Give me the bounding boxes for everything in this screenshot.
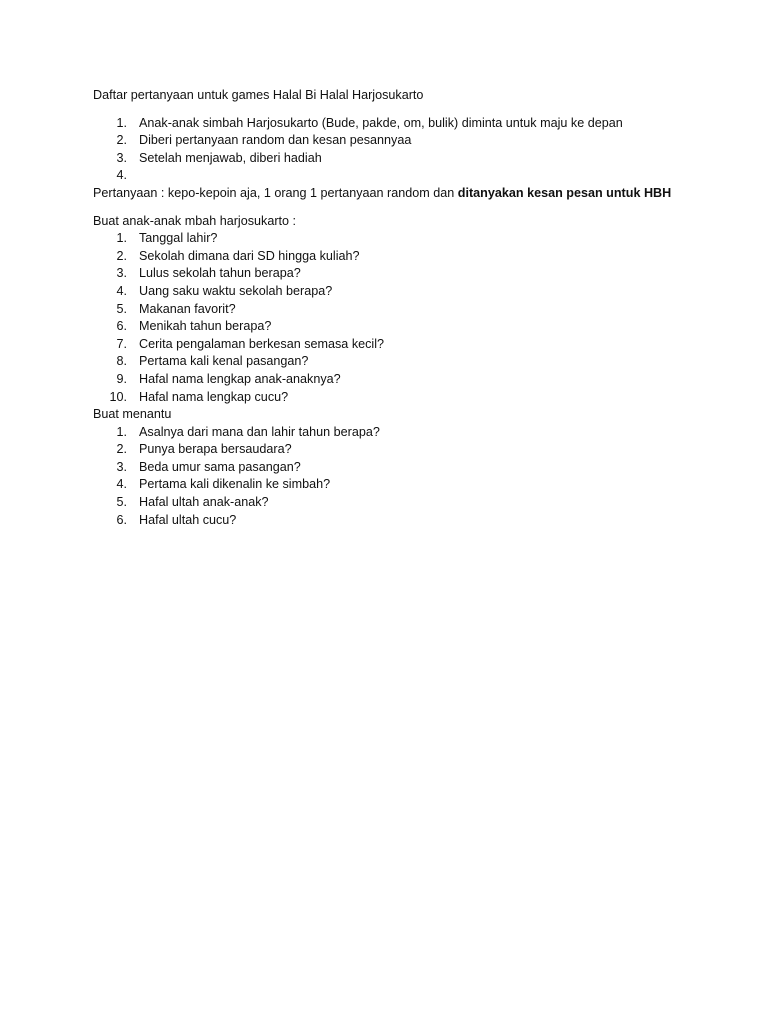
- list-item: [93, 459, 673, 477]
- list-item: [93, 494, 673, 512]
- list-number: 4.: [116, 168, 127, 183]
- list-text: Hafal nama lengkap cucu?: [139, 389, 289, 404]
- anak-heading: Buat anak-anak mbah harjosukarto :: [93, 213, 297, 228]
- pertanyaan-paragraph: [93, 185, 673, 203]
- list-number: 8.: [116, 354, 127, 369]
- list-text: Diberi pertanyaan random dan kesan pesannyaa: [139, 133, 412, 148]
- list-item: [93, 389, 673, 407]
- document-body: [93, 87, 673, 529]
- list-number: 3.: [116, 266, 127, 281]
- list-text: Hafal nama lengkap anak-anaknya?: [139, 371, 341, 386]
- list-item: [93, 248, 673, 266]
- list-number: 1.: [116, 115, 127, 130]
- list-item: [93, 230, 673, 248]
- list-text: Setelah menjawab, diberi hadiah: [139, 150, 322, 165]
- list-text: Uang saku waktu sekolah berapa?: [139, 283, 333, 298]
- list-number: 1.: [116, 424, 127, 439]
- list-number: 3.: [116, 150, 127, 165]
- list-text: Sekolah dimana dari SD hingga kuliah?: [139, 248, 360, 263]
- list-text: Hafal ultah cucu?: [139, 512, 237, 527]
- list-item: [93, 115, 673, 133]
- list-number: 1.: [116, 231, 127, 246]
- document-title: Daftar pertanyaan untuk games Halal Bi Halal Harjosukarto: [93, 88, 424, 102]
- pertanyaan-bold: ditanyakan kesan pesan untuk HBH: [457, 185, 672, 200]
- list-item: [93, 353, 673, 371]
- list-item: [93, 318, 673, 336]
- list-item: [93, 424, 673, 442]
- menantu-questions-list: [93, 424, 673, 530]
- list-item: [93, 150, 673, 168]
- list-item: [93, 512, 673, 530]
- list-item: [93, 476, 673, 494]
- list-number: 4.: [116, 477, 127, 492]
- pertanyaan-prefix: Pertanyaan : kepo-kepoin aja, 1 orang 1 pertanyaan random dan: [93, 185, 458, 200]
- list-number: 6.: [116, 512, 127, 527]
- list-item: [93, 283, 673, 301]
- menantu-heading: Buat menantu: [93, 407, 172, 422]
- list-text: Makanan favorit?: [139, 301, 236, 316]
- list-item: [93, 301, 673, 319]
- list-text: Pertama kali kenal pasangan?: [139, 354, 309, 369]
- list-item: [93, 132, 673, 150]
- list-item: [93, 167, 673, 185]
- list-item: [93, 265, 673, 283]
- list-text: Punya berapa bersaudara?: [139, 442, 292, 457]
- steps-list: [93, 115, 673, 185]
- list-number: 9.: [116, 371, 127, 386]
- list-number: 2.: [116, 133, 127, 148]
- list-text: Anak-anak simbah Harjosukarto (Bude, pakde, om, bulik) diminta untuk maju ke depan: [139, 115, 623, 130]
- list-number: 3.: [116, 459, 127, 474]
- list-number: 2.: [116, 248, 127, 263]
- list-number: 5.: [116, 301, 127, 316]
- list-text: Lulus sekolah tahun berapa?: [139, 266, 301, 281]
- list-text: Pertama kali dikenalin ke simbah?: [139, 477, 331, 492]
- list-number: 2.: [116, 442, 127, 457]
- list-number: 5.: [116, 495, 127, 510]
- list-text: Beda umur sama pasangan?: [139, 459, 301, 474]
- list-text: Cerita pengalaman berkesan semasa kecil?: [139, 336, 385, 351]
- list-item: [93, 336, 673, 354]
- list-item: [93, 441, 673, 459]
- list-text: Menikah tahun berapa?: [139, 319, 272, 334]
- list-number: 7.: [116, 336, 127, 351]
- list-text: Tanggal lahir?: [139, 231, 218, 246]
- anak-questions-list: [93, 230, 673, 406]
- list-item: [93, 371, 673, 389]
- list-number: 10.: [109, 389, 127, 404]
- list-number: 4.: [116, 283, 127, 298]
- list-text: Asalnya dari mana dan lahir tahun berapa?: [139, 424, 380, 439]
- list-text: Hafal ultah anak-anak?: [139, 495, 269, 510]
- list-number: 6.: [116, 319, 127, 334]
